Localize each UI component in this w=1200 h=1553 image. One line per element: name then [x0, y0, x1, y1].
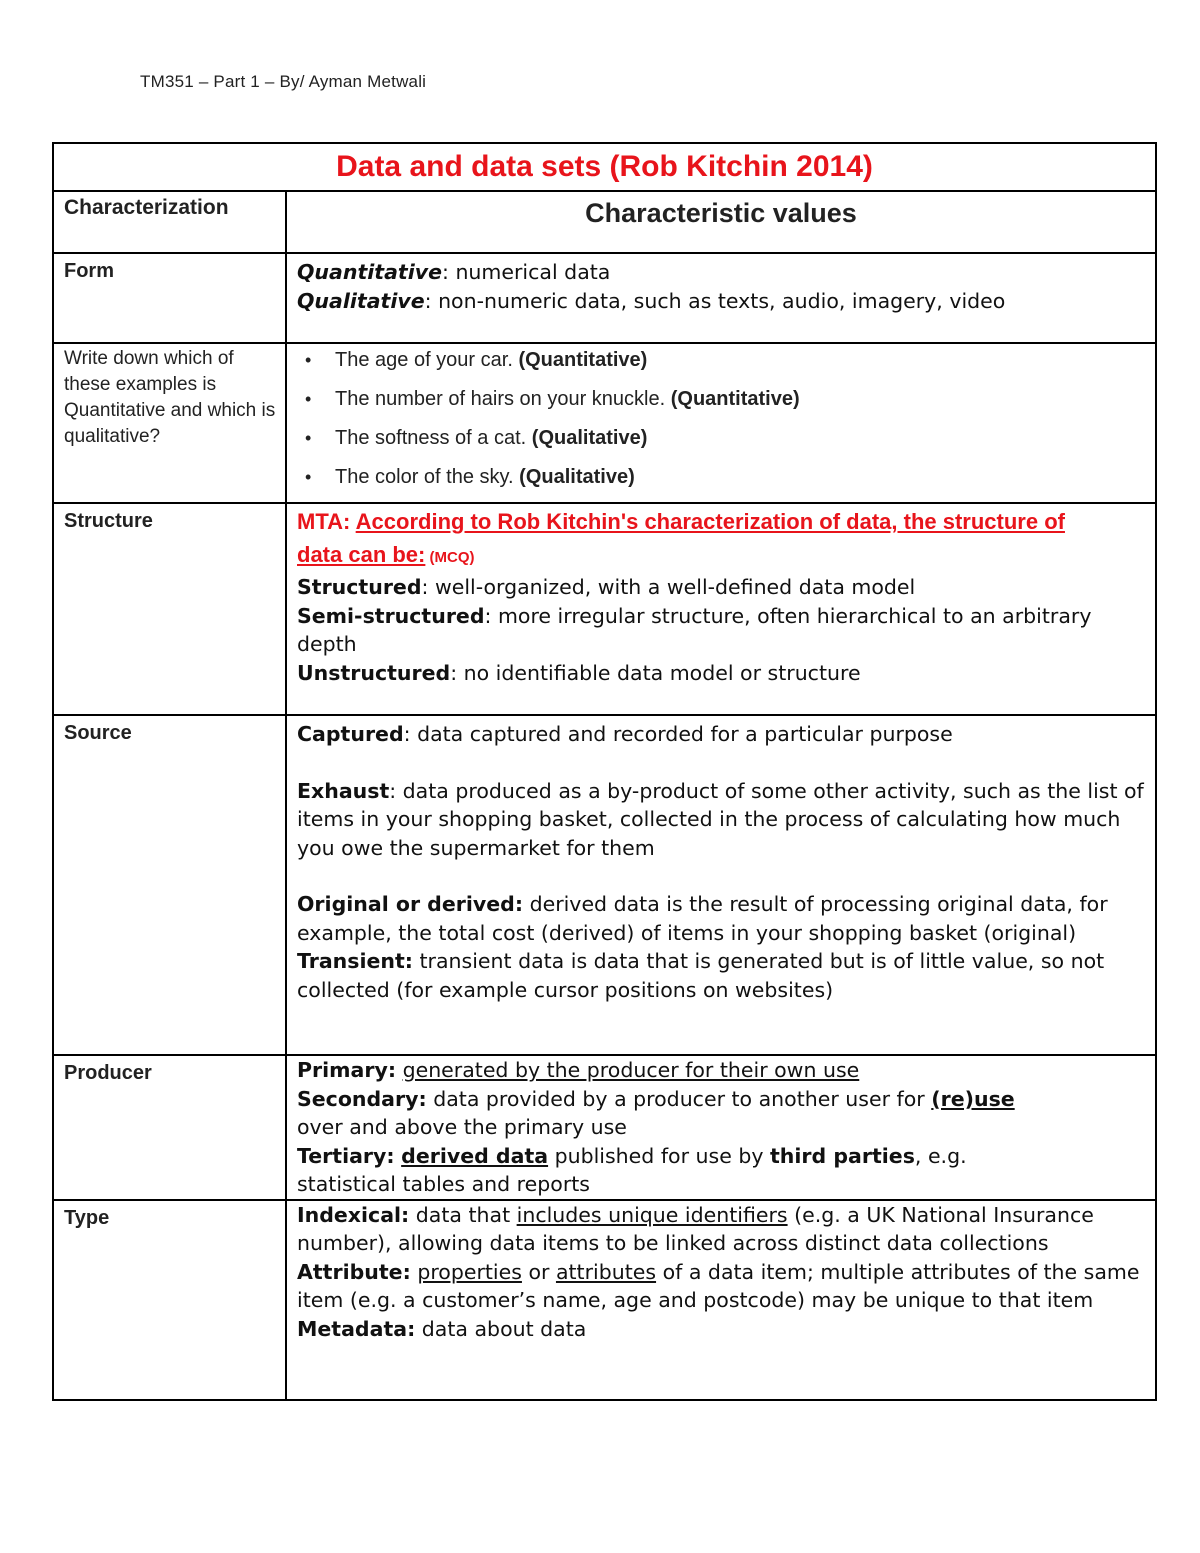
row-label-producer: Producer — [53, 1055, 286, 1200]
title-row — [53, 143, 1156, 191]
list-item: • The number of hairs on your knuckle. (Quantitative) — [335, 385, 1155, 424]
table-row-type — [53, 1200, 1156, 1400]
row-label-source: Source — [53, 715, 286, 1055]
type-metadata: Metadata: data about data — [297, 1316, 587, 1341]
table-row-structure — [53, 503, 1156, 715]
producer-tertiary-continued: statistical tables and reports — [297, 1172, 590, 1196]
page-header: TM351 – Part 1 – By/ Ayman Metwali — [140, 72, 427, 91]
source-original-derived: Original or derived: derived data is the result of processing original data, for example, the total cost (derived) of items in your shopping basket (original) — [297, 892, 1108, 945]
row-label-examples: Write down which of these examples is Quantitative and which is qualitative? — [53, 343, 286, 503]
table-row-form — [53, 253, 1156, 343]
producer-secondary: Secondary: data provided by a producer to another user for (re)use — [297, 1086, 1015, 1111]
row-value-type — [286, 1200, 1156, 1400]
table-row-examples — [53, 343, 1156, 503]
row-label-structure: Structure — [53, 503, 286, 715]
type-attribute: Attribute: properties or attributes of a data item; multiple attributes of the same item (e.g. a customer’s name, age and postcode) may be unique to that item — [297, 1259, 1140, 1312]
structure-semi-structured: Semi-structured: more irregular structure, often hierarchical to an arbitrary depth — [297, 603, 1092, 656]
structure-unstructured: Unstructured: no identifiable data model or structure — [297, 660, 861, 685]
row-label-type: Type — [53, 1200, 286, 1400]
row-label-form: Form — [53, 253, 286, 343]
list-item: • The color of the sky. (Qualitative) — [335, 463, 1155, 502]
row-value-source — [286, 715, 1156, 1055]
type-indexical: Indexical: data that includes unique identifiers (e.g. a UK National Insurance number), allowing data items to be linked across distinct data collections — [297, 1202, 1094, 1255]
row-value-structure — [286, 503, 1156, 715]
header-row — [53, 191, 1156, 253]
structure-structured: Structured: well-organized, with a well-defined data model — [297, 575, 916, 599]
producer-tertiary: Tertiary: derived data published for use by third parties, e.g. — [297, 1143, 967, 1168]
table-row-source — [53, 715, 1156, 1055]
mta-question: MTA: According to Rob Kitchin's characterization of data, the structure of — [297, 509, 1065, 534]
column-header-values: Characteristic values — [286, 191, 1156, 253]
row-value-producer — [286, 1055, 1156, 1200]
source-captured: Captured: data captured and recorded for a particular purpose — [297, 722, 953, 746]
list-item: • The softness of a cat. (Qualitative) — [335, 424, 1155, 463]
mta-question-continued: data can be: (MCQ) — [297, 542, 475, 567]
data-characterization-table — [52, 142, 1157, 1401]
producer-primary: Primary: generated by the producer for their own use — [297, 1058, 860, 1082]
form-qualitative: Qualitative: non-numeric data, such as texts, audio, imagery, video — [297, 288, 1006, 313]
table-row-producer — [53, 1055, 1156, 1200]
row-value-form — [286, 253, 1156, 343]
column-header-characterization: Characterization — [53, 191, 286, 253]
examples-list — [287, 346, 1155, 502]
producer-secondary-continued: over and above the primary use — [297, 1115, 627, 1139]
table-title: Data and data sets (Rob Kitchin 2014) — [53, 143, 1156, 191]
form-quantitative: Quantitative: numerical data — [297, 260, 611, 284]
list-item: • The age of your car. (Quantitative) — [335, 346, 1155, 385]
source-exhaust: Exhaust: data produced as a by-product of some other activity, such as the list of items in your shopping basket, collected in the process of calculating how much you owe the supermarket for them — [297, 778, 1144, 860]
source-transient: Transient: transient data is data that is generated but is of little value, so not collected (for example cursor positions on websites) — [297, 949, 1105, 1002]
row-value-examples — [286, 343, 1156, 503]
